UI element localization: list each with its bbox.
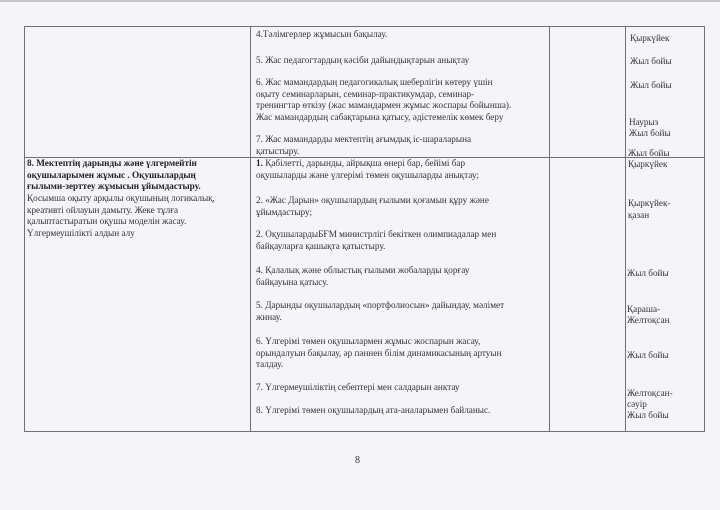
activity-item — [256, 382, 460, 394]
description-line: креативті ойлауын дамыту. Жеке тұлға — [27, 204, 179, 215]
activity-line: 4. Қалалық және облыстық ғылыми жобаларды қорғау — [256, 265, 470, 275]
description-line: Қосымша оқыту арқылы оқушының логикалық, — [27, 193, 215, 203]
timing-cell: сәуір — [627, 399, 647, 409]
timing-cell: Жыл бойы — [627, 268, 669, 278]
activity-item — [256, 300, 504, 323]
col-border-left — [24, 26, 25, 432]
activity-item — [256, 195, 489, 218]
activity-line: талдау. — [256, 359, 284, 370]
description-line: қалыптастыратын оқушы моделін жасау. — [27, 216, 187, 227]
activity-line: Жас мамандардың сабақтарына қатысу, әдістемелік көмек беру — [256, 111, 504, 122]
timing-cell: Жыл бойы — [630, 80, 672, 90]
activity-line: қатыстыру. — [256, 145, 300, 156]
scan-edge — [0, 0, 720, 2]
activity-item — [256, 229, 496, 252]
activity-line: 7. Үлгермеушіліктің себептері мен салдарын анктау — [256, 382, 460, 392]
description-line: Үлгермеушілікті алдын алу — [27, 227, 135, 238]
activity-line: 6. Үлгерімі төмен оқушылармен жұмыс жоспарын жасау, — [256, 336, 481, 346]
timing-cell: Жыл бойы — [630, 56, 672, 66]
activity-line: ұйымдастыру; — [256, 206, 313, 217]
activity-line: орындалуын бақылау, әр пәннен білім динамикасының артуын — [256, 347, 502, 358]
col-border-right — [704, 26, 705, 432]
page-number: 8 — [355, 455, 360, 466]
activity-item — [256, 29, 387, 41]
activity-line: жинау. — [256, 311, 282, 322]
activity-line: 4.Тәлімгерлер жұмысын бақылау. — [256, 29, 388, 39]
section-title-line: оқушыларымен жұмыс . Оқушылардың — [27, 169, 196, 180]
activity-line: Қабілетті, дарынды, айрықша өнері бар, бейімі бар — [262, 158, 466, 168]
activity-line: 5. Дарынды оқушылардың «портфолиосын» дайындау, мәлімет — [256, 300, 505, 310]
activity-line: оқыту семинарларын, семинар-практикумдар, семинар- — [256, 88, 475, 99]
activity-item — [256, 336, 502, 371]
activity-line: 2. «Жас Дарын» оқушылардың ғылыми қоғамын құру және — [256, 195, 489, 205]
col-border-2 — [549, 26, 550, 432]
timing-cell: Наурыз — [629, 117, 659, 127]
timing-cell: Жыл бойы — [629, 128, 671, 138]
table-top-border — [24, 26, 705, 27]
activity-item — [256, 77, 511, 123]
activity-line: 5. Жас педагогтардың кәсіби дайындықтарын анықтау — [256, 55, 470, 65]
timing-cell: Жыл бойы — [627, 350, 669, 360]
activity-line: байқауларға қашықта қатыстыру. — [256, 240, 386, 251]
activity-line: 8. Үлгерімі төмен оқушылардың ата-аналарымен байланыс. — [256, 405, 491, 415]
section-title-line: ғылыми-зерттеу жұмысын ұйымдастыру. — [27, 181, 201, 192]
timing-cell: Желтоқсан — [627, 315, 670, 325]
timing-cell: Жыл бойы — [627, 410, 669, 420]
timing-cell: Қыркүйек — [628, 159, 668, 169]
activity-item — [256, 158, 479, 181]
activity-number: 1. — [256, 158, 263, 168]
timing-cell: Жыл бойы — [628, 148, 670, 158]
activity-item — [256, 265, 469, 288]
section-description — [27, 193, 215, 239]
activity-line: тренингтар өткізу (жас мамандармен жұмыс жоспары бойынша). — [256, 100, 512, 111]
activity-line: оқушыларды және үлгерімі төмен оқушыларды анықтау; — [256, 169, 479, 180]
activity-line: байқауына қатысу. — [256, 276, 329, 287]
activity-line: 2. ОқушылардыБҒМ министрлігі бекіткен олимпиадалар мен — [256, 229, 497, 239]
col-border-1 — [250, 26, 251, 432]
activity-item — [256, 55, 469, 67]
table-bottom-border — [24, 431, 705, 432]
timing-cell: Қараша- — [627, 304, 661, 314]
col-border-3 — [625, 26, 626, 432]
activity-line: 7. Жас мамандарды мектептің ағымдық іс-шараларына — [256, 134, 472, 144]
activity-line: 6. Жас мамандардың педагогикалық шеберлігін көтеру үшін — [256, 77, 493, 87]
section-title-line: 8. Мектептің дарынды және үлгермейтін — [27, 158, 197, 168]
activity-item — [256, 405, 490, 417]
section-title — [27, 158, 201, 193]
timing-cell: Желтоқсан- — [627, 388, 673, 398]
timing-cell: қазан — [628, 210, 650, 220]
timing-cell: Қыркүйек- — [628, 198, 671, 208]
activity-item — [256, 134, 471, 157]
timing-cell: Қыркүйек — [630, 33, 670, 43]
